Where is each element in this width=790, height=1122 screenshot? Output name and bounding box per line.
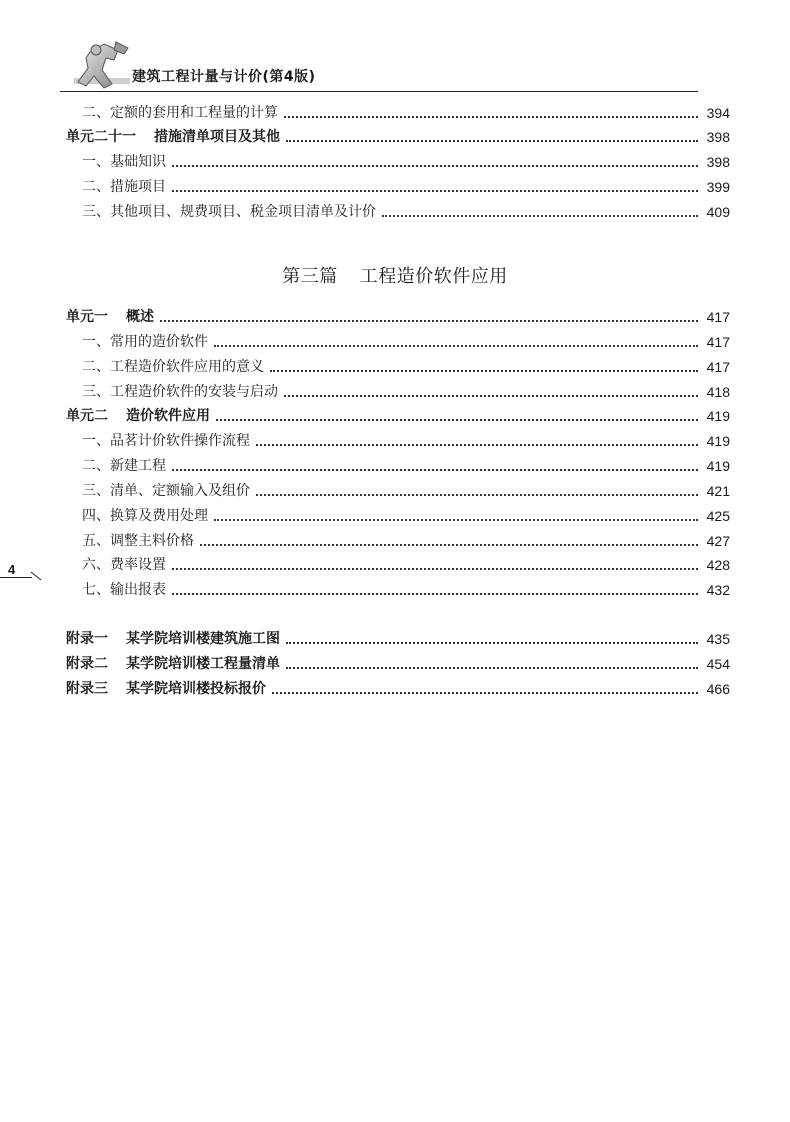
toc-entry[interactable] [66,526,730,550]
toc-entry-page: 428 [706,557,730,573]
book-title: 建筑工程计量与计价(第4版) [132,69,316,85]
toc-unit-entry[interactable] [66,401,730,425]
toc-entry-label: 三、清单、定额输入及组价 [82,483,250,499]
toc-leader [286,140,698,142]
toc-appendix-entry[interactable] [66,624,730,648]
toc-entry-page: 417 [706,334,730,350]
toc-appendix-label: 附录二 某学院培训楼工程量清单 [66,656,280,672]
toc-appendix-entry[interactable] [66,649,730,673]
toc-entry-page: 425 [706,508,730,524]
toc-leader [200,544,698,546]
toc-entry-page: 427 [706,533,730,549]
toc-entry[interactable] [66,501,730,525]
toc-entry-page: 398 [706,154,730,170]
toc-entry-page: 417 [706,359,730,375]
toc-entry-page: 417 [706,309,730,325]
toc-entry[interactable] [66,550,730,574]
header-rule [60,91,698,92]
toc-unit-label: 单元二 造价软件应用 [66,408,210,424]
toc-entry[interactable] [66,575,730,599]
toc-entry-page: 394 [706,105,730,121]
toc-entry-label: 五、调整主料价格 [82,533,194,549]
toc-entry-page: 466 [706,681,730,697]
toc-entry-label: 一、基础知识 [82,154,166,170]
toc-entry[interactable] [66,451,730,475]
toc-leader [216,419,698,421]
toc-entry-page: 399 [706,179,730,195]
toc-entry-page: 421 [706,483,730,499]
toc-leader [160,320,698,322]
toc-appendix-label: 附录三 某学院培训楼投标报价 [66,681,266,697]
toc-entry-page: 454 [706,656,730,672]
toc-appendix-entry[interactable] [66,674,730,698]
toc-leader [382,215,698,217]
toc-entry-page: 419 [706,408,730,424]
toc-leader [256,494,698,496]
toc-entry[interactable] [66,327,730,351]
toc-leader [256,444,698,446]
part-name: 工程造价软件应用 [359,266,508,287]
toc-entry[interactable] [66,426,730,450]
toc-unit-entry[interactable] [66,122,730,146]
toc-leader [284,395,698,397]
toc-entry-label: 三、其他项目、规费项目、税金项目清单及计价 [82,204,376,220]
page-number: 4 [8,562,16,577]
toc-leader [214,345,698,347]
toc-entry[interactable] [66,377,730,401]
toc-leader [172,190,698,192]
toc-entry[interactable] [66,352,730,376]
toc-entry-page: 398 [706,129,730,145]
toc-entry-label: 二、新建工程 [82,458,166,474]
toc-leader [214,519,698,521]
toc-entry-label: 七、输出报表 [82,582,166,598]
toc-entry-page: 435 [706,631,730,647]
toc-entry-label: 六、费率设置 [82,557,166,573]
toc-entry-label: 三、工程造价软件的安装与启动 [82,384,278,400]
toc-entry-label: 一、常用的造价软件 [82,334,208,350]
page-number-rule [0,577,32,578]
toc-entry-label: 四、换算及费用处理 [82,508,208,524]
toc-entry-label: 二、定额的套用和工程量的计算 [82,105,278,121]
toc-entry[interactable] [66,98,730,122]
page-corner-mark-icon [30,571,42,583]
toc-unit-label: 单元二十一 措施清单项目及其他 [66,129,280,145]
toc-entry-page: 418 [706,384,730,400]
toc-entry[interactable] [66,147,730,171]
toc-entry-label: 一、品茗计价软件操作流程 [82,433,250,449]
toc-entry-page: 419 [706,433,730,449]
toc-entry-page: 432 [706,582,730,598]
toc-entry-label: 二、工程造价软件应用的意义 [82,359,264,375]
toc-leader [172,593,698,595]
part-prefix: 第三篇 [282,266,338,287]
toc-leader [284,116,698,118]
toc-leader [272,692,698,694]
toc-entry[interactable] [66,172,730,196]
toc-entry[interactable] [66,476,730,500]
toc-entry-page: 419 [706,458,730,474]
toc-unit-entry[interactable] [66,302,730,326]
toc-leader [172,469,698,471]
toc-unit-label: 单元一 概述 [66,309,154,325]
toc-leader [286,642,698,644]
toc-leader [172,165,698,167]
toc-entry-label: 二、措施项目 [82,179,166,195]
toc-entry-page: 409 [706,204,730,220]
toc-appendix-label: 附录一 某学院培训楼建筑施工图 [66,631,280,647]
toc-leader [172,568,698,570]
part-three-title [0,262,790,288]
toc-leader [286,667,698,669]
toc-leader [270,370,698,372]
toc-entry[interactable] [66,197,730,221]
